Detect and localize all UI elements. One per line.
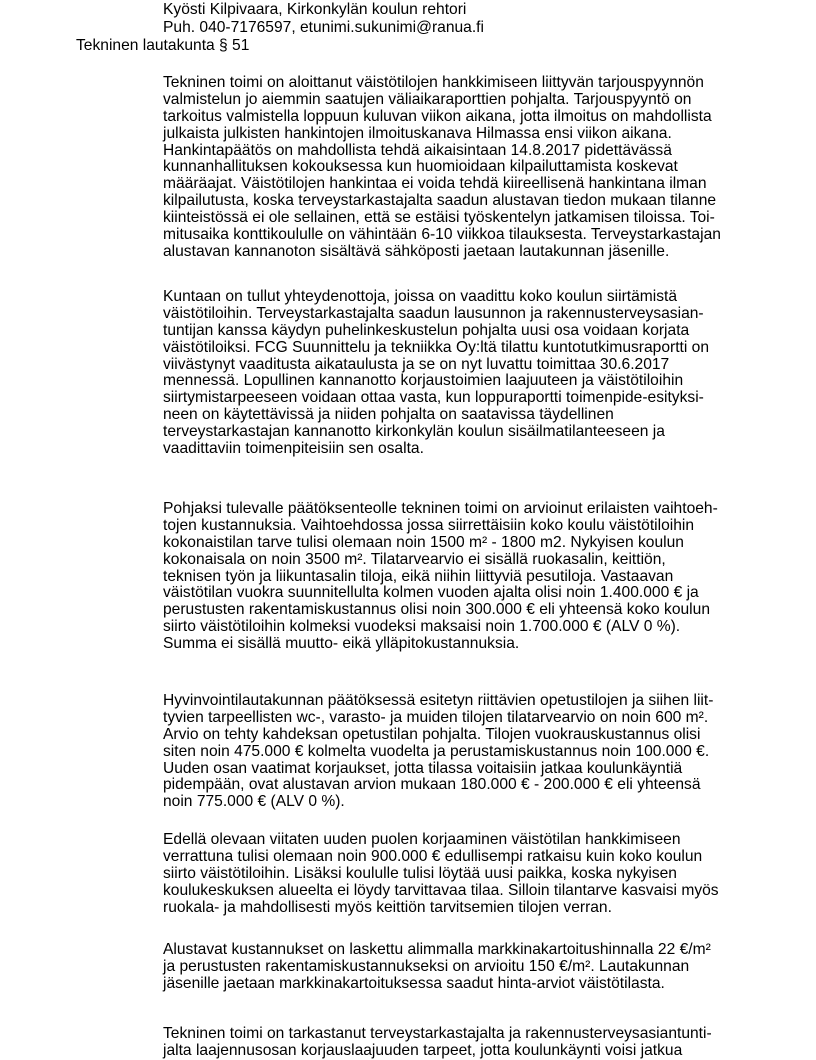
paragraph-line: Uuden osan vaatimat korjaukset, jotta tilassa voitaisiin jatkaa koulunkäyntiä [163, 759, 683, 777]
paragraph-line: Arvio on tehty kahdeksan opetustilan pohjalta. Tilojen vuokrauskustannus olisi [163, 725, 701, 743]
paragraph-line: teknisen työn ja liikuntasalin tiloja, eikä niihin liittyviä pesutiloja. Vastaavan [163, 567, 674, 585]
paragraph [163, 75, 721, 261]
paragraph-line: ruokala- ja mahdollisesti myös keittiön tarvitsemien tilojen verran. [163, 898, 612, 916]
paragraph-line: tyvien tarpeellisten wc-, varasto- ja muiden tilojen tilatarvearvio on noin 600 m². [163, 708, 709, 726]
paragraph-line: Alustavat kustannukset on laskettu alimmalla markkinakartoitushinnalla 22 €/m² [163, 941, 711, 958]
paragraph [163, 832, 719, 916]
paragraph-line: koulukeskuksen alueelta ei löydy tarvittavaa tilaa. Silloin tilantarve kasvaisi myös [163, 881, 719, 899]
paragraph [163, 501, 718, 653]
paragraph-line: siirto väistötiloihin kolmeksi vuodeksi maksaisi noin 1.700.000 € (ALV 0 %). [163, 618, 681, 636]
paragraph-line: Pohjaksi tulevalle päätöksenteolle tekninen toimi on arvioinut erilaisten vaihtoeh- [163, 500, 718, 517]
paragraph-line: mennessä. Lopullinen kannanotto korjaustoimien laajuuteen ja väistötiloihin [163, 372, 684, 390]
paragraph [163, 1026, 712, 1060]
paragraph-line: kokonaisala on noin 3500 m². Tilatarvearvio ei sisällä ruokasalin, keittiön, [163, 550, 666, 568]
paragraph-line: Tekninen toimi on tarkastanut terveystarkastajalta ja rakennusterveysasiantunti- [163, 1025, 712, 1042]
paragraph-line: vaadittaviin toimenpiteisiin sen osalta. [163, 440, 424, 458]
paragraph-line: siirtymistarpeeseen voidaan ottaa vasta, kun loppuraportti toimenpide-esityksi- [163, 389, 704, 407]
paragraph-line: Summa ei sisällä muutto- eikä ylläpitokustannuksia. [163, 635, 520, 653]
contact-info: Puh. 040-7176597, etunimi.sukunimi@ranua.fi [163, 19, 484, 36]
paragraph-line: neen on käytettävissä ja niiden pohjalta on saatavissa täydellinen [163, 406, 614, 424]
paragraph-line: tarkoitus valmistella loppuun kuluvan viikon aikana, jotta ilmoitus on mahdollista [163, 107, 712, 125]
paragraph-line: Hyvinvointilautakunnan päätöksessä esitetyn riittävien opetustilojen ja siihen liit- [163, 692, 714, 709]
paragraph-line: valmistelun jo aiemmin saatujen väliaikaraporttien pohjalta. Tarjouspyyntö on [163, 90, 692, 108]
paragraph-line: noin 775.000 € (ALV 0 %). [163, 793, 345, 811]
paragraph-line: kunnanhallituksen kokouksessa kun huomioidaan kilpailuttamista koskevat [163, 158, 678, 176]
paragraph-line: jalta laajennusosan korjauslaajuuden tarpeet, jotta koulunkäynti voisi jatkua [163, 1041, 683, 1059]
paragraph-line: siten noin 475.000 € kolmelta vuodelta ja perustamiskustannus noin 100.000 €. [163, 742, 710, 760]
paragraph-line: Tekninen toimi on aloittanut väistötilojen hankkimiseen liittyvän tarjouspyynnön [163, 74, 704, 91]
paragraph-line: tuntijan kanssa käydyn puhelinkeskustelun pohjalta uusi osa voidaan korjata [163, 321, 690, 339]
paragraph [163, 693, 713, 811]
paragraph-line: tojen kustannuksia. Vaihtoehdossa jossa siirrettäisiin koko koulu väistötiloihin [163, 516, 695, 534]
paragraph-line: alustavan kannanoton sisältävä sähköposti jaetaan lautakunnan jäsenille. [163, 242, 670, 260]
paragraph-line: viivästynyt vaaditusta aikataulusta ja se on nyt luvattu toimittaa 30.6.2017 [163, 355, 670, 373]
paragraph-line: määräajat. Väistötilojen hankintaa ei voida tehdä kiireellisenä hankintana ilman [163, 175, 707, 193]
paragraph-line: väistötiloiksi. FCG Suunnittelu ja tekniikka Oy:ltä tilattu kuntotutkimusraportti on [163, 338, 710, 356]
paragraph-line: Edellä olevaan viitaten uuden puolen korjaaminen väistötilan hankkimiseen [163, 831, 681, 848]
paragraph-line: väistötilan vuokra suunnitellulta kolmen vuoden ajalta olisi noin 1.400.000 € ja [163, 584, 699, 602]
paragraph-line: ja perustusten rakentamiskustannukseksi on arvioitu 150 €/m². Lautakunnan [163, 957, 690, 975]
section-title: Tekninen lautakunta § 51 [76, 37, 250, 54]
contact-name: Kyösti Kilpivaara, Kirkonkylän koulun rehtori [163, 1, 467, 18]
paragraph-line: kiinteistössä ei ole sellainen, että se estäisi työskentelyn jatkamisen tiloissa. Toi- [163, 209, 715, 227]
paragraph-line: kilpailutusta, koska terveystarkastajalta saadun alustavan tiedon mukaan tilanne [163, 192, 717, 210]
paragraph [163, 942, 711, 993]
paragraph-line: Kuntaan on tullut yhteydenottoja, joissa on vaadittu koko koulun siirtämistä [163, 288, 678, 305]
paragraph-line: jäsenille jaetaan markkinakartoituksessa saadut hinta-arviot väistötilasta. [163, 974, 665, 992]
paragraph-line: kokonaistilan tarve tulisi olemaan noin 1500 m² - 1800 m2. Nykyisen koulun [163, 533, 684, 551]
paragraph-line: terveystarkastajan kannanotto kirkonkylän koulun sisäilmatilanteeseen ja [163, 423, 665, 441]
paragraph-line: Hankintapäätös on mahdollista tehdä aikaisintaan 14.8.2017 pidettävässä [163, 141, 672, 159]
paragraph-line: pidempään, ovat alustavan arvion mukaan 180.000 € - 200.000 € eli yhteensä [163, 776, 701, 794]
paragraph [163, 289, 709, 458]
paragraph-line: perustusten rakentamiskustannus olisi noin 300.000 € eli yhteensä koko koulun [163, 601, 710, 619]
paragraph-line: julkaista julkisten hankintojen ilmoituskanava Hilmassa ensi viikon aikana. [163, 124, 672, 142]
paragraph-line: siirto väistötiloihin. Lisäksi koululle tulisi löytää uusi paikka, koska nykyisen [163, 864, 677, 882]
paragraph-line: mitusaika konttikoululle on vähintään 6-10 viikkoa tilauksesta. Terveystarkastajan [163, 226, 721, 244]
paragraph-line: verrattuna tulisi olemaan noin 900.000 € edullisempi ratkaisu kuin koko koulun [163, 847, 703, 865]
paragraph-line: väistötiloihin. Terveystarkastajalta saadun lausunnon ja rakennusterveysasian- [163, 304, 704, 322]
